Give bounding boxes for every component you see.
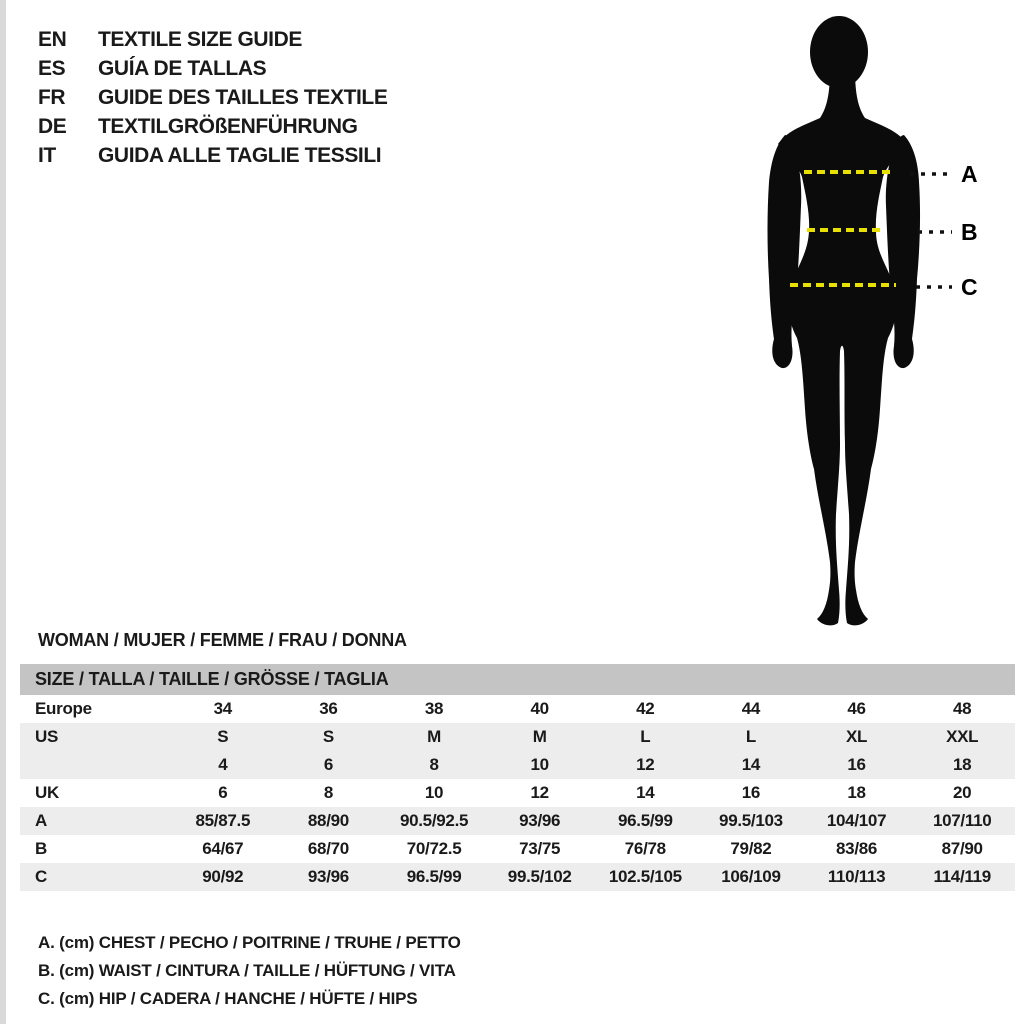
size-cell: 14	[636, 783, 655, 802]
size-cell: 99.5/103	[719, 811, 783, 830]
size-cell: 12	[636, 755, 655, 774]
size-cell: 70/72.5	[406, 839, 462, 858]
size-cell: 34	[213, 699, 232, 718]
size-cell: 107/110	[932, 811, 992, 830]
size-cell: 96.5/99	[618, 811, 673, 830]
row-label: Europe	[35, 699, 92, 718]
size-cell: 106/109	[721, 867, 781, 886]
row-label: B	[35, 839, 47, 858]
size-cell: 73/75	[519, 839, 561, 858]
legend-line: B. (cm) WAIST / CINTURA / TAILLE / HÜFTUNG / VITA	[38, 961, 456, 980]
size-table-header: SIZE / TALLA / TAILLE / GRÖSSE / TAGLIA	[20, 664, 1015, 695]
measurement-legend	[38, 929, 461, 1013]
size-cell: 64/67	[202, 839, 244, 858]
size-cell: 104/107	[826, 811, 887, 830]
size-cell: 87/90	[941, 839, 983, 858]
language-code: FR	[38, 85, 66, 109]
size-cell: 96.5/99	[406, 867, 462, 886]
woman-figure	[740, 6, 990, 631]
table-row	[20, 807, 1015, 835]
language-code: EN	[38, 27, 67, 51]
waist-label: B	[961, 219, 978, 245]
row-label	[20, 751, 170, 779]
language-row	[38, 83, 387, 112]
language-label: GUIDA ALLE TAGLIE TESSILI	[98, 143, 382, 167]
row-label: C	[35, 867, 47, 886]
size-cell: 16	[741, 783, 761, 802]
size-cell: 48	[953, 699, 972, 718]
size-cell: 36	[319, 699, 338, 718]
size-cell: 68/70	[307, 839, 349, 858]
size-cell: 93/96	[307, 867, 349, 886]
size-table	[20, 664, 1015, 891]
size-cell: 93/96	[519, 811, 561, 830]
size-cell: 85/87.5	[195, 811, 251, 830]
woman-silhouette-svg	[740, 6, 990, 631]
size-cell: M	[427, 727, 441, 746]
language-list	[38, 25, 387, 170]
size-cell: 38	[424, 699, 444, 718]
size-cell: S	[217, 727, 229, 746]
table-row	[20, 751, 1015, 779]
table-row	[20, 835, 1015, 863]
size-cell: 8	[429, 755, 439, 774]
hip-label: C	[961, 274, 978, 300]
size-cell: XXL	[946, 727, 979, 746]
size-cell: 16	[847, 755, 866, 774]
size-cell: 12	[530, 783, 549, 802]
size-table-header-row	[20, 664, 1015, 695]
language-label: TEXTILE SIZE GUIDE	[98, 27, 302, 51]
woman-silhouette	[768, 16, 921, 625]
size-cell: 76/78	[624, 839, 666, 858]
size-cell: L	[640, 727, 651, 746]
table-row	[20, 779, 1015, 807]
size-cell: 79/82	[730, 839, 772, 858]
table-row	[20, 723, 1015, 751]
language-row	[38, 112, 387, 141]
size-cell: 18	[847, 783, 866, 802]
size-cell: 90/92	[202, 867, 244, 886]
size-cell: 42	[636, 699, 655, 718]
size-cell: 114/119	[933, 867, 991, 886]
size-cell: 83/86	[836, 839, 878, 858]
size-cell: 20	[953, 783, 972, 802]
size-cell: 88/90	[307, 811, 349, 830]
silhouette-body	[778, 68, 907, 625]
legend-line: C. (cm) HIP / CADERA / HANCHE / HÜFTE / HIPS	[38, 989, 418, 1008]
size-cell: 18	[953, 755, 972, 774]
size-cell: S	[322, 727, 334, 746]
language-code: IT	[38, 143, 56, 167]
row-label: A	[35, 811, 47, 830]
row-label: US	[35, 727, 59, 746]
table-row	[20, 695, 1015, 723]
size-cell: 99.5/102	[507, 867, 572, 886]
size-cell: XL	[846, 727, 868, 746]
size-cell: 44	[741, 699, 761, 718]
size-cell: 6	[323, 755, 334, 774]
size-cell: 102.5/105	[608, 867, 682, 886]
language-row	[38, 54, 387, 83]
size-cell: 4	[218, 755, 228, 774]
language-row	[38, 25, 387, 54]
size-cell: 14	[741, 755, 761, 774]
size-cell: 10	[424, 783, 444, 802]
size-table-body	[20, 695, 1015, 891]
size-cell: 8	[323, 783, 334, 802]
language-code: DE	[38, 114, 67, 138]
language-code: ES	[38, 56, 66, 80]
size-cell: 46	[847, 699, 866, 718]
size-cell: 10	[530, 755, 549, 774]
size-cell: 6	[218, 783, 228, 802]
size-cell: M	[532, 727, 547, 746]
row-label: UK	[35, 783, 59, 802]
language-label: TEXTILGRÖßENFÜHRUNG	[98, 114, 358, 138]
size-cell: L	[745, 727, 756, 746]
language-label: GUIDE DES TAILLES TEXTILE	[98, 85, 388, 109]
chest-label: A	[961, 161, 978, 187]
section-heading: WOMAN / MUJER / FEMME / FRAU / DONNA	[38, 630, 407, 650]
size-cell: 110/113	[827, 867, 886, 886]
silhouette-right-arm	[886, 135, 920, 368]
table-row	[20, 863, 1015, 891]
language-label: GUÍA DE TALLAS	[98, 56, 267, 80]
language-row	[38, 141, 387, 170]
size-cell: 90.5/92.5	[399, 811, 469, 830]
left-edge-strip	[0, 0, 6, 1024]
legend-line: A. (cm) CHEST / PECHO / POITRINE / TRUHE / PETTO	[38, 933, 461, 952]
size-cell: 40	[530, 699, 549, 718]
